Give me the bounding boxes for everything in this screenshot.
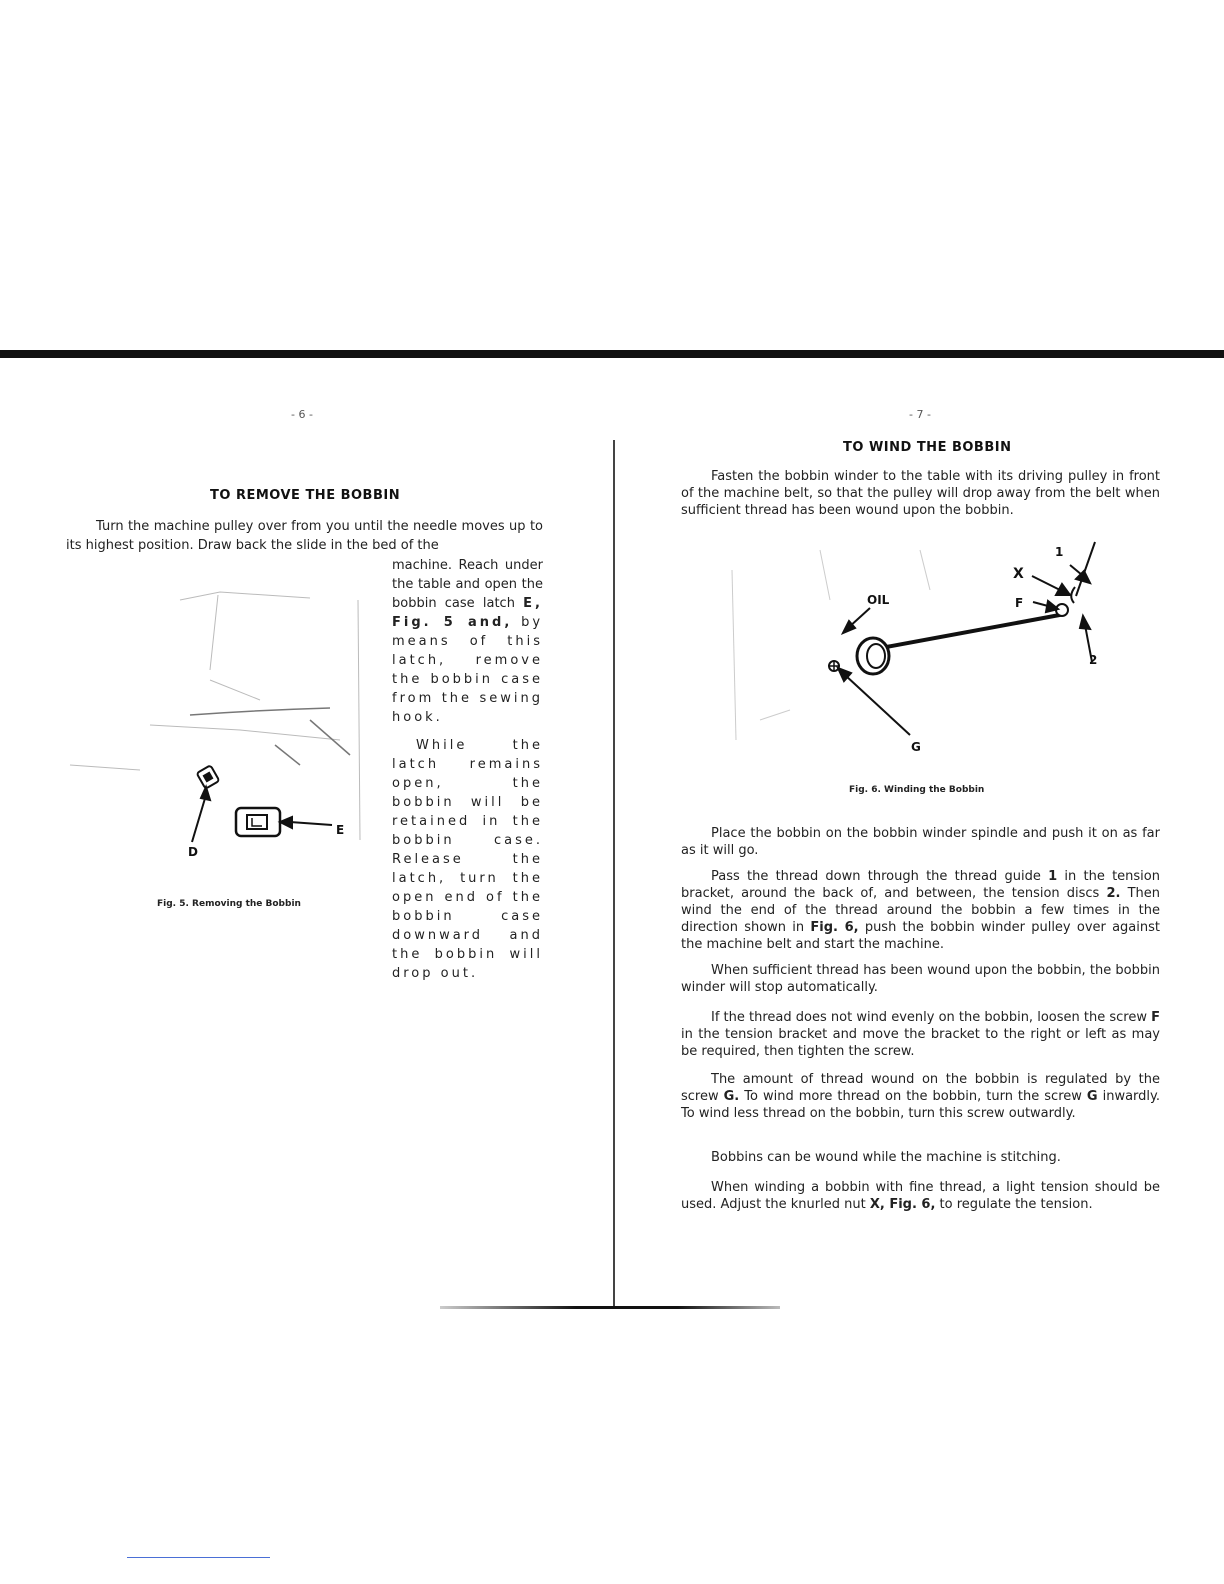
para-3-guide-ref: 1: [1048, 869, 1058, 884]
right-para-1: Fasten the bobbin winder to the table with its driving pulley in front of the machine belt, so that the pulley will drop away from the belt when sufficient thread has been wound upon the bobbin.: [681, 469, 1160, 518]
fig6-label-x: X: [1013, 566, 1024, 582]
fig6-label-f: F: [1015, 596, 1024, 610]
para-5-a: If the thread does not wind evenly on the bobbin, loosen the screw: [711, 1010, 1147, 1025]
right-para-6: [681, 1071, 1160, 1122]
para-3-fig-ref: Fig. 6,: [810, 920, 859, 935]
bottom-rule: [440, 1306, 780, 1309]
left-intro-paragraph: Turn the machine pulley over from you until the needle moves up to its highest position. Draw back the slide in the bed of the: [66, 519, 543, 553]
fig5-ref: E, Fig. 5 and,: [392, 596, 543, 630]
side-para-1b: by means of this latch, remove the bobbin case from the sewing hook.: [392, 615, 544, 725]
fig5-label-d: D: [188, 845, 198, 859]
right-page-heading: TO WIND THE BOBBIN: [843, 440, 1012, 455]
right-para-3: [681, 868, 1160, 953]
para-6-a: The amount of thread wound on the bobbin is regulated by the screw: [681, 1072, 1160, 1104]
para-3-a: Pass the thread down through the thread guide: [711, 869, 1041, 884]
side-para-1a: machine. Reach under the table and open the bobbin case latch: [392, 558, 543, 611]
fig5-latch-knob: [197, 765, 220, 789]
fig5-machine-part: [190, 708, 350, 765]
para-8-c: to regulate the tension.: [939, 1197, 1093, 1212]
left-side-text: [392, 556, 543, 983]
fig5-caption: Fig. 5. Removing the Bobbin: [157, 899, 301, 909]
link-underline: [127, 1557, 270, 1558]
para-8-nut-ref: X, Fig. 6,: [869, 1197, 936, 1212]
right-page-number: - 7 -: [909, 408, 931, 421]
left-page-number: - 6 -: [291, 408, 313, 421]
fig5-bobbin-case: [236, 808, 280, 836]
para-3-e: push the bobbin winder pulley over against the machine belt and start the machine.: [681, 920, 1160, 952]
fig6-label-g: G: [911, 740, 921, 754]
fig5-sketch-lines: [70, 592, 360, 840]
para-6-screw-ref-1: G.: [723, 1089, 740, 1104]
para-3-c: in the tension bracket, around the back of, and between, the tension discs: [681, 869, 1160, 901]
para-6-screw-ref-2: G: [1086, 1089, 1098, 1104]
figure-5: [60, 590, 380, 860]
right-para-4: When sufficient thread has been wound upon the bobbin, the bobbin winder will stop automatically.: [681, 963, 1160, 995]
page-spine: [613, 440, 615, 1308]
right-para-7: Bobbins can be wound while the machine is stitching.: [711, 1150, 1061, 1165]
para-5-screw-ref: F: [1151, 1010, 1160, 1025]
para-3-d: Then wind the end of the thread around the bobbin a few times in the direction shown in: [681, 886, 1160, 935]
fig5-label-e: E: [336, 823, 345, 837]
fig6-label-oil: OIL: [867, 593, 890, 607]
right-para-8: [681, 1179, 1160, 1213]
fig6-caption: Fig. 6. Winding the Bobbin: [849, 785, 985, 795]
right-para-5: [681, 1009, 1160, 1060]
right-para-2: Place the bobbin on the bobbin winder spindle and push it on as far as it will go.: [681, 826, 1160, 858]
fig6-winder: [829, 587, 1075, 674]
left-page-heading: TO REMOVE THE BOBBIN: [210, 488, 401, 503]
para-8-a: When winding a bobbin with fine thread, a light tension should be used. Adjust the knurled nut: [681, 1180, 1160, 1212]
para-6-c: To wind more thread on the bobbin, turn the screw: [744, 1089, 1082, 1104]
para-3-discs-ref: 2.: [1106, 886, 1121, 901]
figure-6: [730, 540, 1130, 770]
fig6-label-1: 1: [1055, 545, 1064, 559]
para-6-d: inwardly. To wind less thread on the bobbin, turn this screw outwardly.: [681, 1089, 1160, 1121]
para-5-c: in the tension bracket and move the bracket to the right or left as may be required, then tighten the screw.: [681, 1027, 1160, 1059]
side-para-2: While the latch remains open, the bobbin will be retained in the bobbin case. Release the latch, turn the open end of the bobbin case downward and the bobbin will drop out.: [392, 738, 543, 981]
fig6-label-2: 2: [1089, 653, 1098, 667]
top-rule: [0, 350, 1224, 358]
